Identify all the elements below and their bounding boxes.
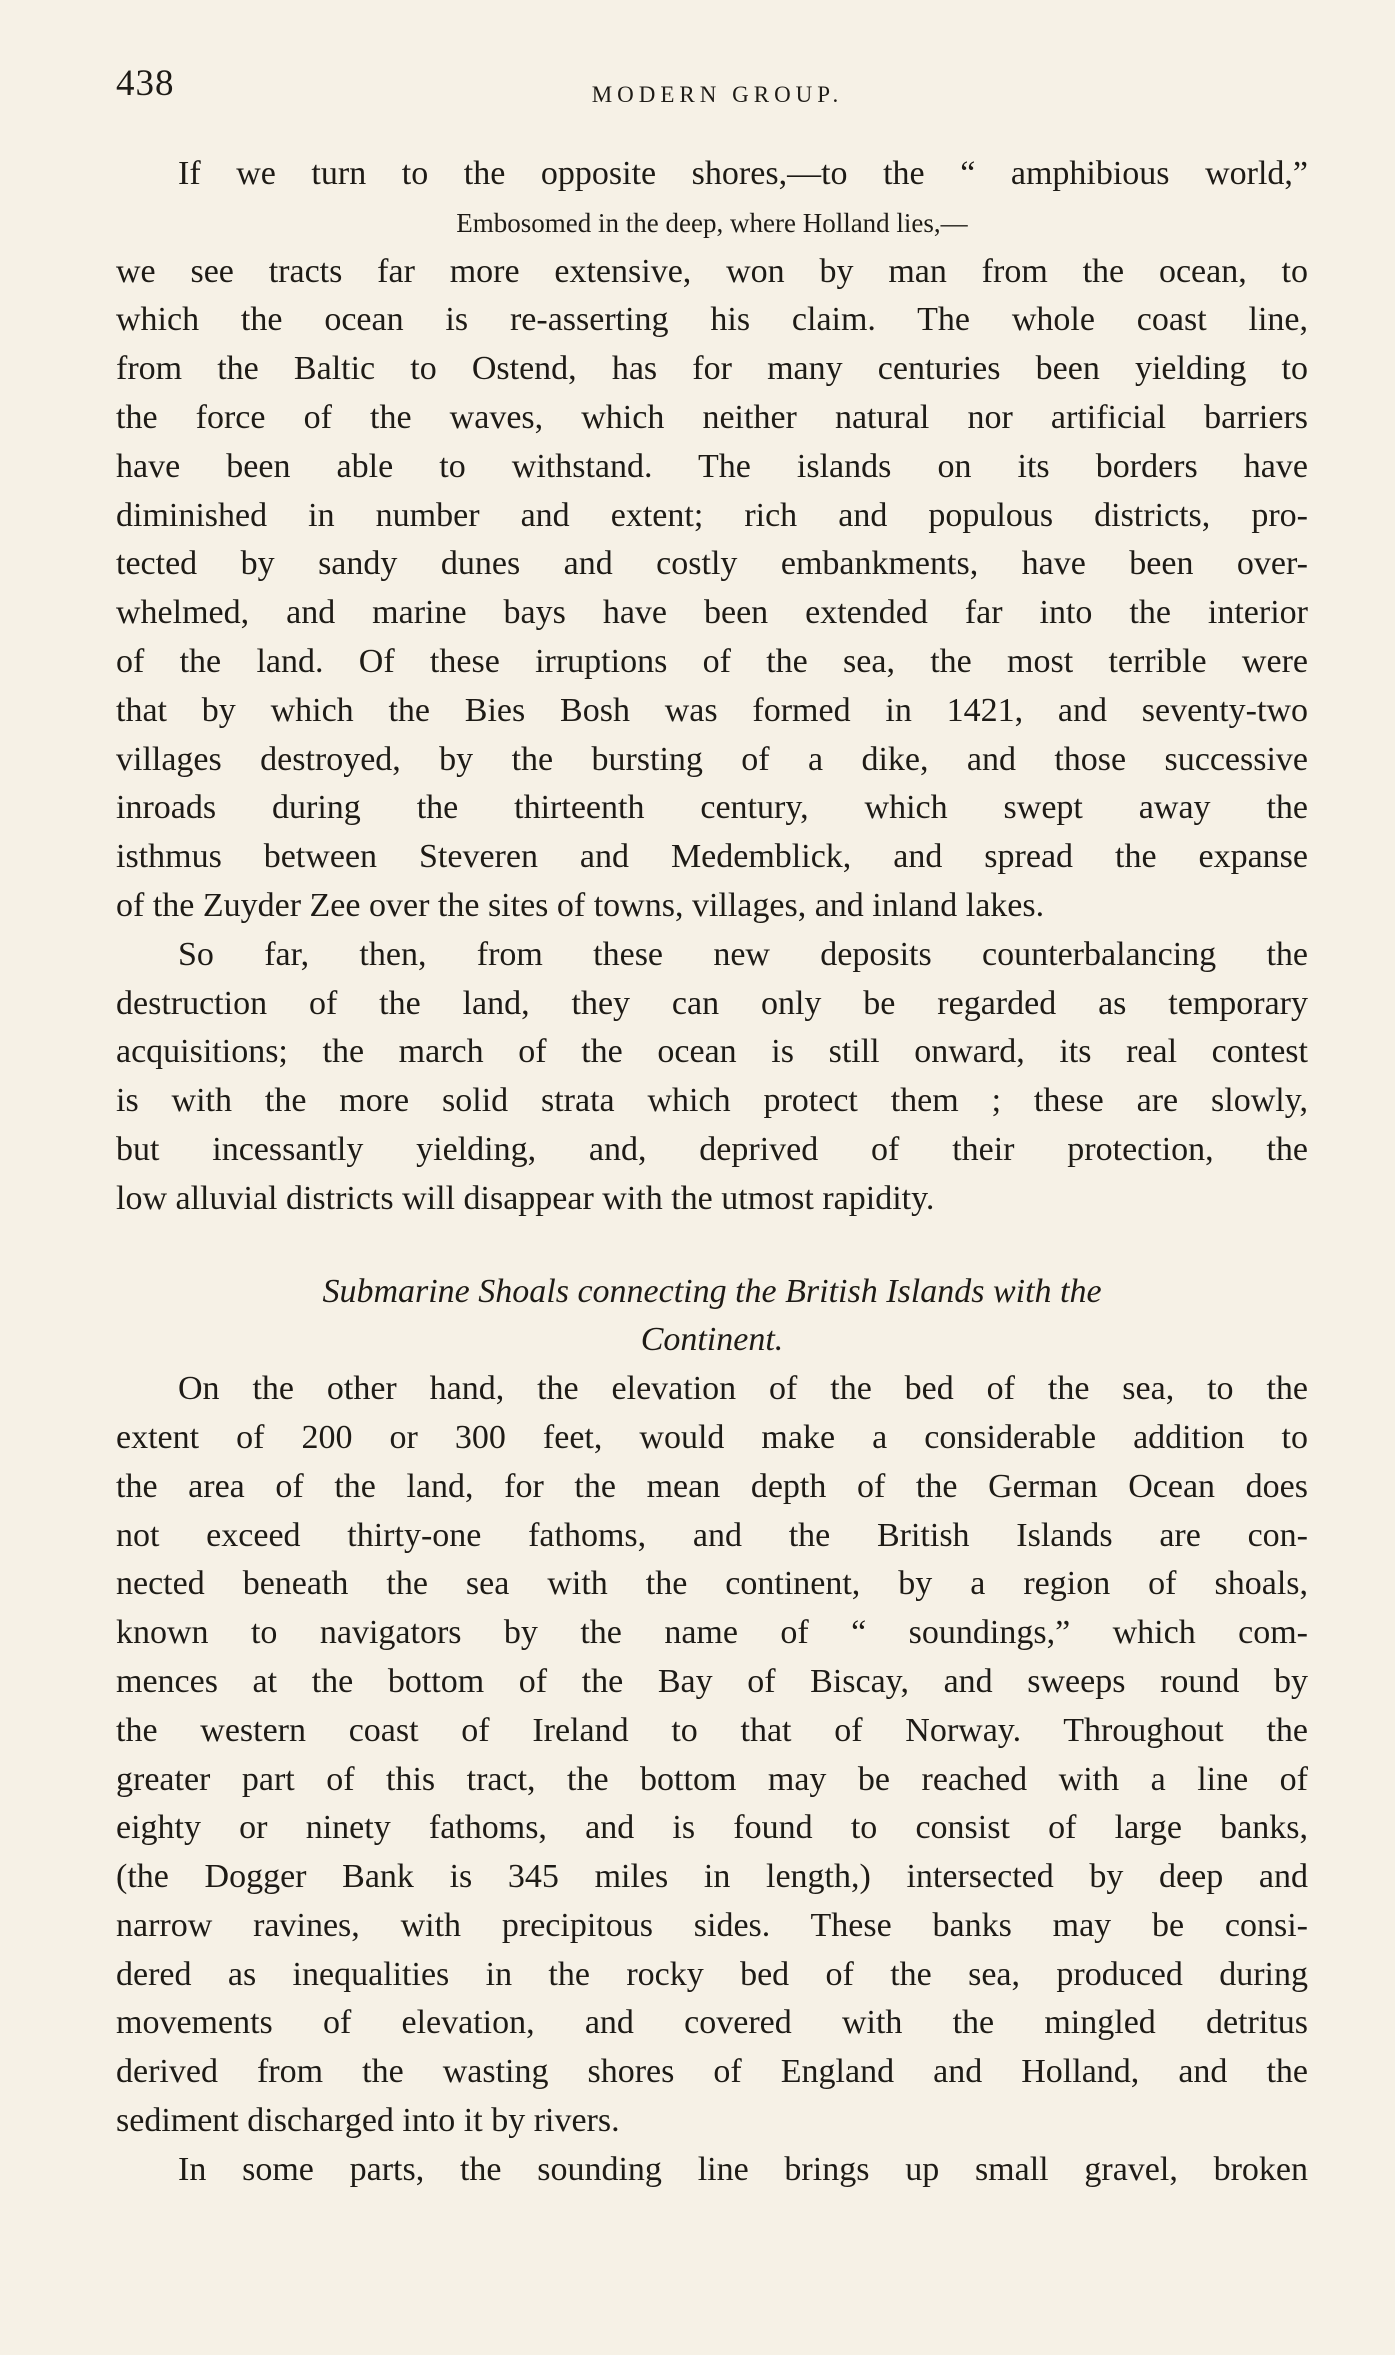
running-head: MODERN GROUP. bbox=[591, 82, 844, 107]
text-line: but incessantly yielding, and, deprived of their protection, the bbox=[116, 1130, 1308, 1168]
text-line: So far, then, from these new deposits counterbalancing the bbox=[178, 935, 1308, 973]
text-line: acquisitions; the march of the ocean is still onward, its real contest bbox=[116, 1033, 1308, 1071]
text-line: of the Zuyder Zee over the sites of towns, villages, and inland lakes. bbox=[116, 886, 1045, 924]
section-heading: Submarine Shoals connecting the British Islands with the bbox=[322, 1272, 1102, 1310]
text-line: the western coast of Ireland to that of Norway. Throughout the bbox=[116, 1711, 1308, 1749]
text-line: whelmed, and marine bays have been extended far into the interior bbox=[116, 594, 1308, 632]
page-number: 438 bbox=[116, 63, 175, 104]
text-line: In some parts, the sounding line brings up small gravel, broken bbox=[178, 2150, 1308, 2188]
section-heading: Continent. bbox=[640, 1321, 784, 1359]
text-line: narrow ravines, with precipitous sides. These banks may be consi- bbox=[116, 1906, 1308, 1944]
text-line: is with the more solid strata which protect them ; these are slowly, bbox=[116, 1082, 1308, 1120]
text-line: movements of elevation, and covered with the mingled detritus bbox=[116, 2004, 1308, 2042]
text-line: dered as inequalities in the rocky bed of the sea, produced during bbox=[116, 1955, 1308, 1993]
body-text bbox=[116, 150, 1308, 2195]
text-line: greater part of this tract, the bottom may be reached with a line of bbox=[116, 1760, 1308, 1798]
text-line: If we turn to the opposite shores,—to the “ amphibious world,” bbox=[178, 155, 1308, 192]
text-line: villages destroyed, by the bursting of a dike, and those successive bbox=[116, 740, 1308, 778]
text-line: mences at the bottom of the Bay of Biscay, and sweeps round by bbox=[116, 1662, 1308, 1700]
text-line: isthmus between Steveren and Medemblick, and spread the expanse bbox=[116, 838, 1308, 876]
section-spacer bbox=[116, 1224, 1308, 1268]
text-line: (the Dogger Bank is 345 miles in length,) intersected by deep and bbox=[116, 1858, 1308, 1896]
text-line: we see tracts far more extensive, won by man from the ocean, to bbox=[116, 252, 1308, 290]
text-line: known to navigators by the name of “ soundings,” which com- bbox=[116, 1614, 1308, 1652]
text-line: the force of the waves, which neither natural nor artificial barriers bbox=[116, 398, 1308, 436]
text-line: the area of the land, for the mean depth of the German Ocean does bbox=[116, 1467, 1308, 1505]
text-line: which the ocean is re-asserting his claim. The whole coast line, bbox=[116, 301, 1308, 339]
text-line: tected by sandy dunes and costly embankments, have been over- bbox=[116, 545, 1308, 583]
text-line: from the Baltic to Ostend, has for many centuries been yielding to bbox=[116, 350, 1308, 388]
text-line: of the land. Of these irruptions of the sea, the most terrible were bbox=[116, 642, 1308, 680]
text-line: derived from the wasting shores of England and Holland, and the bbox=[116, 2053, 1308, 2091]
text-line: On the other hand, the elevation of the bed of the sea, to the bbox=[178, 1370, 1308, 1408]
text-line: extent of 200 or 300 feet, would make a considerable addition to bbox=[116, 1418, 1308, 1456]
text-line: inroads during the thirteenth century, which swept away the bbox=[116, 789, 1308, 827]
text-line: nected beneath the sea with the continent, by a region of shoals, bbox=[116, 1565, 1308, 1603]
text-line: sediment discharged into it by rivers. bbox=[116, 2102, 620, 2140]
quotation-line: Embosomed in the deep, where Holland lies,— bbox=[456, 207, 968, 238]
text-line: destruction of the land, they can only be regarded as temporary bbox=[116, 984, 1308, 1022]
text-line: low alluvial districts will disappear with the utmost rapidity. bbox=[116, 1179, 935, 1217]
text-line: that by which the Bies Bosh was formed in 1421, and seventy-two bbox=[116, 691, 1308, 729]
text-line: eighty or ninety fathoms, and is found to consist of large banks, bbox=[116, 1809, 1308, 1847]
text-line: diminished in number and extent; rich and populous districts, pro- bbox=[116, 496, 1308, 534]
text-line: have been able to withstand. The islands on its borders have bbox=[116, 447, 1308, 485]
text-line: not exceed thirty-one fathoms, and the British Islands are con- bbox=[116, 1516, 1308, 1554]
